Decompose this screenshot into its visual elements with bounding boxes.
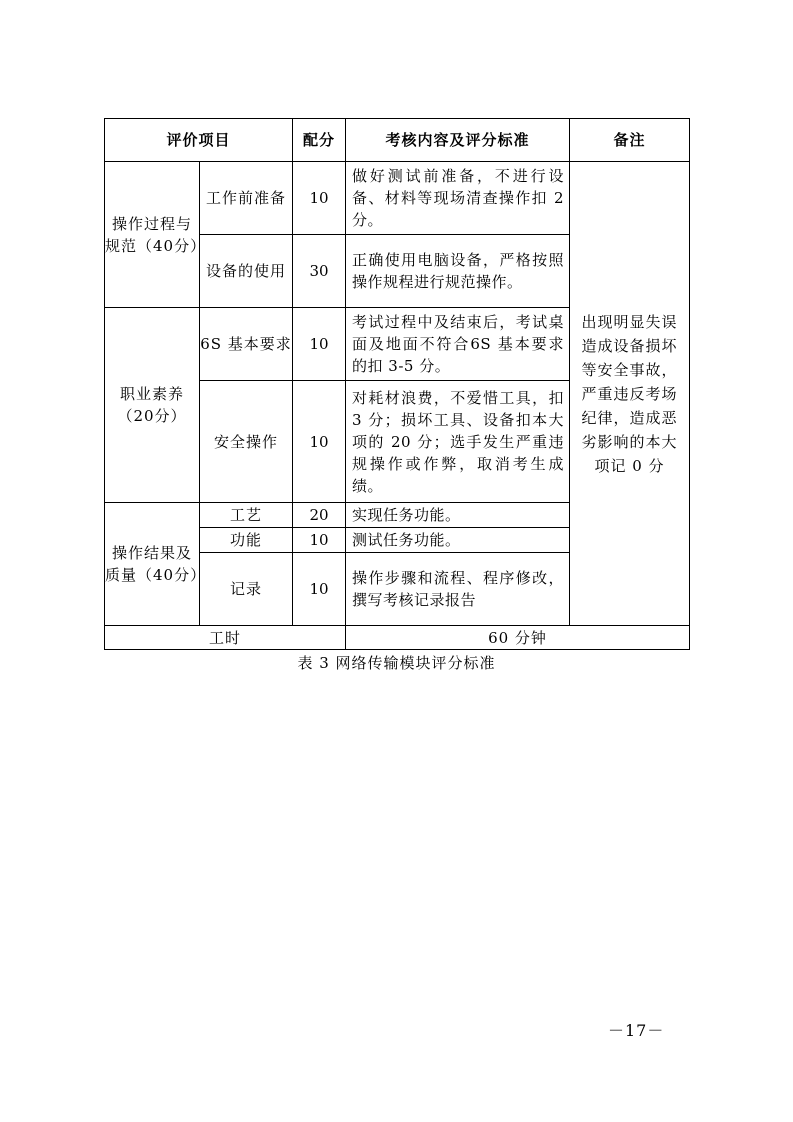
remark-cell: 出现明显失误造成设备损坏等安全事故，严重违反考场纪律，造成恶劣影响的本大项记 0 分 [570,162,690,626]
criteria-cell: 实现任务功能。 [346,503,570,528]
points-cell: 10 [293,553,346,626]
item-cell: 安全操作 [200,381,293,503]
criteria-cell: 做好测试前准备，不进行设备、材料等现场清查操作扣 2 分。 [346,162,570,235]
header-criteria: 考核内容及评分标准 [346,119,570,162]
points-cell: 20 [293,503,346,528]
criteria-cell: 考试过程中及结束后，考试桌面及地面不符合6S 基本要求的扣 3-5 分。 [346,308,570,381]
item-cell: 记录 [200,553,293,626]
points-cell: 10 [293,381,346,503]
work-time-label: 工时 [105,626,346,650]
table-row [105,162,690,235]
category-professionalism: 职业素养（20分） [105,308,200,503]
scoring-table [104,118,690,650]
work-time-value: 60 分钟 [346,626,690,650]
header-remark: 备注 [570,119,690,162]
header-points: 配分 [293,119,346,162]
criteria-cell: 测试任务功能。 [346,528,570,553]
item-cell: 设备的使用 [200,235,293,308]
criteria-cell: 对耗材浪费，不爱惜工具，扣 3 分；损坏工具、设备扣本大项的 20 分；选手发生严重违规操作或作弊，取消考生成绩。 [346,381,570,503]
item-cell: 工作前准备 [200,162,293,235]
points-cell: 10 [293,162,346,235]
item-cell: 6S 基本要求 [200,308,293,381]
item-cell: 功能 [200,528,293,553]
header-item: 评价项目 [105,119,293,162]
footer-row [105,626,690,650]
points-cell: 10 [293,528,346,553]
item-cell: 工艺 [200,503,293,528]
criteria-cell: 操作步骤和流程、程序修改，撰写考核记录报告 [346,553,570,626]
category-process: 操作过程与规范（40分） [105,162,200,308]
header-row [105,119,690,162]
page-number: －17－ [608,1021,665,1040]
points-cell: 30 [293,235,346,308]
table-caption: 表 3 网络传输模块评分标准 [297,654,496,672]
category-result: 操作结果及质量（40分） [105,503,200,626]
points-cell: 10 [293,308,346,381]
criteria-cell: 正确使用电脑设备，严格按照操作规程进行规范操作。 [346,235,570,308]
